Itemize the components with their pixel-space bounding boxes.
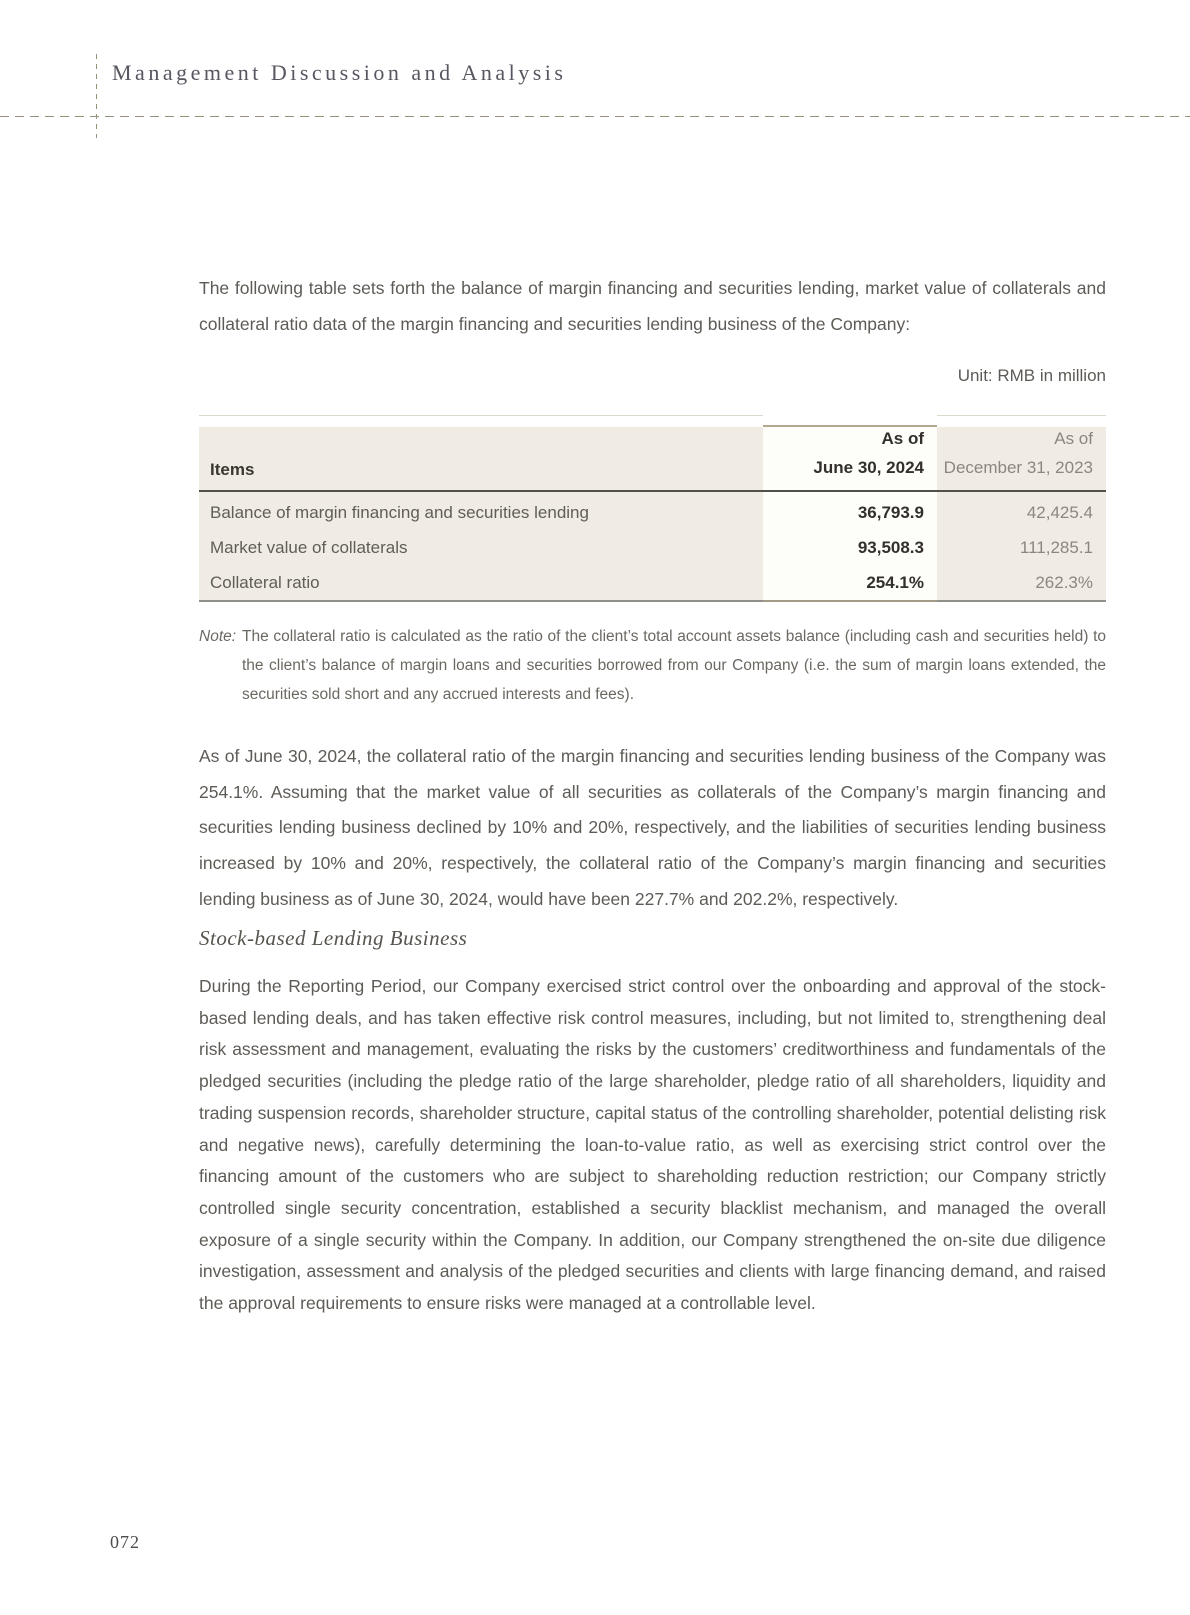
value-market-value-prior: 111,285.1 (1019, 538, 1093, 557)
running-header-title: Management Discussion and Analysis (112, 60, 567, 85)
row-label-collateral-ratio: Collateral ratio (210, 573, 320, 592)
prior-period-header-cell (937, 427, 1106, 490)
page-number: 072 (110, 1532, 140, 1552)
table-header-divider-line (199, 490, 1106, 492)
table-prior-period-column (937, 427, 1106, 602)
table-columns (199, 415, 1106, 602)
table-note (199, 622, 1106, 709)
section-heading-stock-based-lending: Stock-based Lending Business (199, 926, 468, 950)
unit-label: Unit: RMB in million (957, 366, 1106, 385)
note-text: The collateral ratio is calculated as the ratio of the client’s total account assets balance (including cash and securities held) to the client’s balance of margin loans and securities borrowed from our Company (i.e. the sum of margin loans extended, the securities sold short and any accrued interests and fees). (242, 628, 1106, 703)
value-collateral-ratio-current: 254.1% (866, 573, 924, 592)
items-header-cell: Items (210, 460, 255, 479)
current-period-header-cell (763, 427, 937, 490)
prior-period-header-date: December 31, 2023 (943, 458, 1093, 477)
intro-paragraph: The following table sets forth the balance of margin financing and securities lending, market value of collaterals and collateral ratio data of the margin financing and securities lending business of the Company: (199, 278, 1106, 334)
current-period-header-date: June 30, 2024 (813, 458, 924, 477)
current-period-header-prefix: As of (881, 429, 924, 448)
header-vertical-dashed-line (96, 54, 97, 138)
note-label: Note: (199, 628, 237, 645)
table-items-column (199, 427, 763, 602)
value-collateral-ratio-prior: 262.3% (1035, 573, 1093, 592)
prior-period-header-prefix: As of (1054, 429, 1093, 448)
row-label-market-value: Market value of collaterals (210, 538, 408, 557)
value-balance-current: 36,793.9 (857, 503, 924, 522)
margin-financing-table (199, 415, 1106, 605)
prior-period-body (937, 490, 1106, 600)
items-body (199, 490, 763, 600)
stock-based-lending-paragraph: During the Reporting Period, our Company exercised strict control over the onboarding and approval of the stock-based lending deals, and has taken effective risk control measures, including, but not limited to, strengthening deal risk assessment and management, evaluating the risks by the customers’ creditworthiness and fundamentals of the pledged securities (including the pledge ratio of the large shareholder, pledge ratio of all shareholders, liquidity and trading suspension records, shareholder structure, capital status of the controlling shareholder, potential delisting risk and negative news), carefully determining the loan-to-value ratio, as well as exercising strict control over the financing amount of the customers who are subject to shareholding reduction restriction; our Company strictly controlled single security concentration, established a security blacklist mechanism, and managed the overall exposure of a single security within the Company. In addition, our Company strengthened the on-site due diligence investigation, assessment and analysis of the pledged securities and clients with large financing demand, and raised the approval requirements to ensure risks were managed at a controllable level. (199, 976, 1106, 1314)
table-current-period-column (763, 425, 937, 602)
row-label-balance: Balance of margin financing and securities lending (210, 503, 589, 522)
value-market-value-current: 93,508.3 (857, 538, 924, 557)
header-horizontal-dashed-line (0, 116, 1190, 117)
collateral-ratio-analysis-paragraph: As of June 30, 2024, the collateral ratio of the margin financing and securities lending business of the Company was 254.1%. Assuming that the market value of all securities as collaterals of the Company’s margin financing and securities lending business declined by 10% and 20%, respectively, and the liabilities of securities lending business increased by 10% and 20%, respectively, the collateral ratio of the Company’s margin financing and securities lending business as of June 30, 2024, would have been 227.7% and 202.2%, respectively. (199, 746, 1106, 909)
value-balance-prior: 42,425.4 (1026, 503, 1093, 522)
current-period-body (763, 490, 937, 600)
